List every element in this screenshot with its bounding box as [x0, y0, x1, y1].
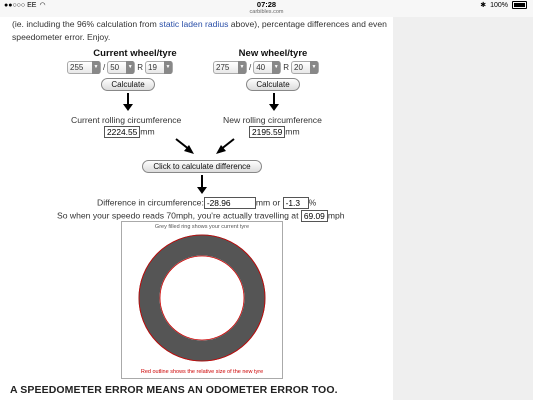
difference-label: Difference in circumference:	[97, 197, 204, 208]
arrow-left-down-icon	[216, 139, 234, 154]
current-tyre-ring	[149, 245, 255, 351]
new-rim-value: 20	[294, 63, 303, 72]
carrier-label: ●●○○○ EE	[4, 1, 37, 9]
new-unit: mm	[285, 126, 300, 137]
chevron-down-icon: ▼	[238, 61, 246, 74]
tyre-ring-drawing	[122, 222, 282, 378]
new-width-value: 275	[216, 63, 230, 72]
calculate-difference-button[interactable]: Click to calculate difference	[142, 160, 262, 173]
chevron-down-icon: ▼	[272, 61, 280, 74]
down-arrow-icon	[127, 93, 129, 105]
intro-text-after: above), percentage differences and even speedometer error. Enjoy.	[12, 19, 387, 42]
new-aspect-value: 40	[256, 63, 266, 72]
intro-text-before: (ie. including the 96% calculation from	[12, 19, 160, 29]
current-unit: mm	[140, 126, 155, 137]
percent-unit: %	[308, 197, 317, 208]
battery-area	[480, 1, 527, 9]
slash-separator: /	[103, 63, 106, 72]
chevron-down-icon: ▼	[126, 61, 134, 74]
current-tyre-selects	[67, 61, 173, 74]
difference-mm-or: mm or	[255, 197, 281, 208]
slash-separator: /	[249, 63, 252, 72]
battery-icon	[512, 1, 527, 9]
speedo-text: So when your speedo reads 70mph, you're actually travelling at	[57, 210, 299, 221]
difference-mm-field[interactable]: -28.96	[204, 197, 256, 209]
chevron-down-icon: ▼	[164, 61, 172, 74]
new-width-select[interactable]	[213, 61, 247, 74]
current-circumference-field[interactable]: 2224.55	[104, 126, 140, 138]
arrow-right-down-icon	[176, 139, 194, 154]
chevron-down-icon: ▼	[92, 61, 100, 74]
new-rim-select[interactable]	[291, 61, 319, 74]
new-circumference-field[interactable]: 2195.59	[249, 126, 285, 138]
current-circumference-label: Current rolling circumference	[71, 115, 182, 125]
current-aspect-value: 50	[110, 63, 120, 72]
section-heading: A SPEEDOMETER ERROR MEANS AN ODOMETER ERROR TOO.	[10, 384, 338, 396]
new-aspect-select[interactable]	[253, 61, 281, 74]
speedo-unit: mph	[327, 210, 345, 221]
address-url[interactable]: carbibles.com	[249, 9, 284, 15]
down-arrow-icon	[273, 93, 275, 105]
diagonal-arrows	[170, 136, 240, 160]
chevron-down-icon: ▼	[310, 61, 318, 74]
current-width-value: 255	[70, 63, 84, 72]
current-rim-select[interactable]	[145, 61, 173, 74]
current-wheel-heading: Current wheel/tyre	[93, 48, 177, 59]
current-width-select[interactable]	[67, 61, 101, 74]
rim-r-label: R	[137, 63, 144, 72]
new-tyre-inner-outline	[160, 256, 244, 340]
figure-bottom-caption: Red outline shows the relative size of the new tyre	[140, 369, 264, 375]
intro-paragraph	[12, 18, 392, 44]
battery-percent: 100%	[490, 1, 508, 9]
new-circumference-label: New rolling circumference	[223, 115, 322, 125]
static-laden-radius-link[interactable]: static laden radius	[159, 19, 229, 29]
wifi-icon: ◠	[39, 2, 46, 9]
clock: 07:28	[256, 0, 277, 9]
current-rim-value: 19	[148, 63, 157, 72]
new-calculate-button[interactable]: Calculate	[246, 78, 300, 91]
figure-top-caption: Grey filled ring shows your current tyre	[154, 224, 250, 230]
difference-percent-field[interactable]: -1.3	[283, 197, 309, 209]
current-calculate-button[interactable]: Calculate	[101, 78, 155, 91]
new-tyre-selects	[213, 61, 319, 74]
current-circumference-row	[104, 126, 155, 138]
difference-row	[97, 197, 316, 209]
status-bar	[0, 0, 533, 17]
sidebar-panel	[393, 17, 533, 400]
new-circumference-row	[249, 126, 300, 138]
current-aspect-select[interactable]	[107, 61, 135, 74]
down-arrow-icon	[201, 175, 203, 188]
tyre-comparison-figure	[121, 221, 283, 379]
speedo-actual-field[interactable]: 69.09	[301, 210, 328, 222]
bluetooth-icon: ✱	[480, 2, 487, 9]
new-wheel-heading: New wheel/tyre	[238, 48, 308, 59]
rim-r-label: R	[283, 63, 290, 72]
